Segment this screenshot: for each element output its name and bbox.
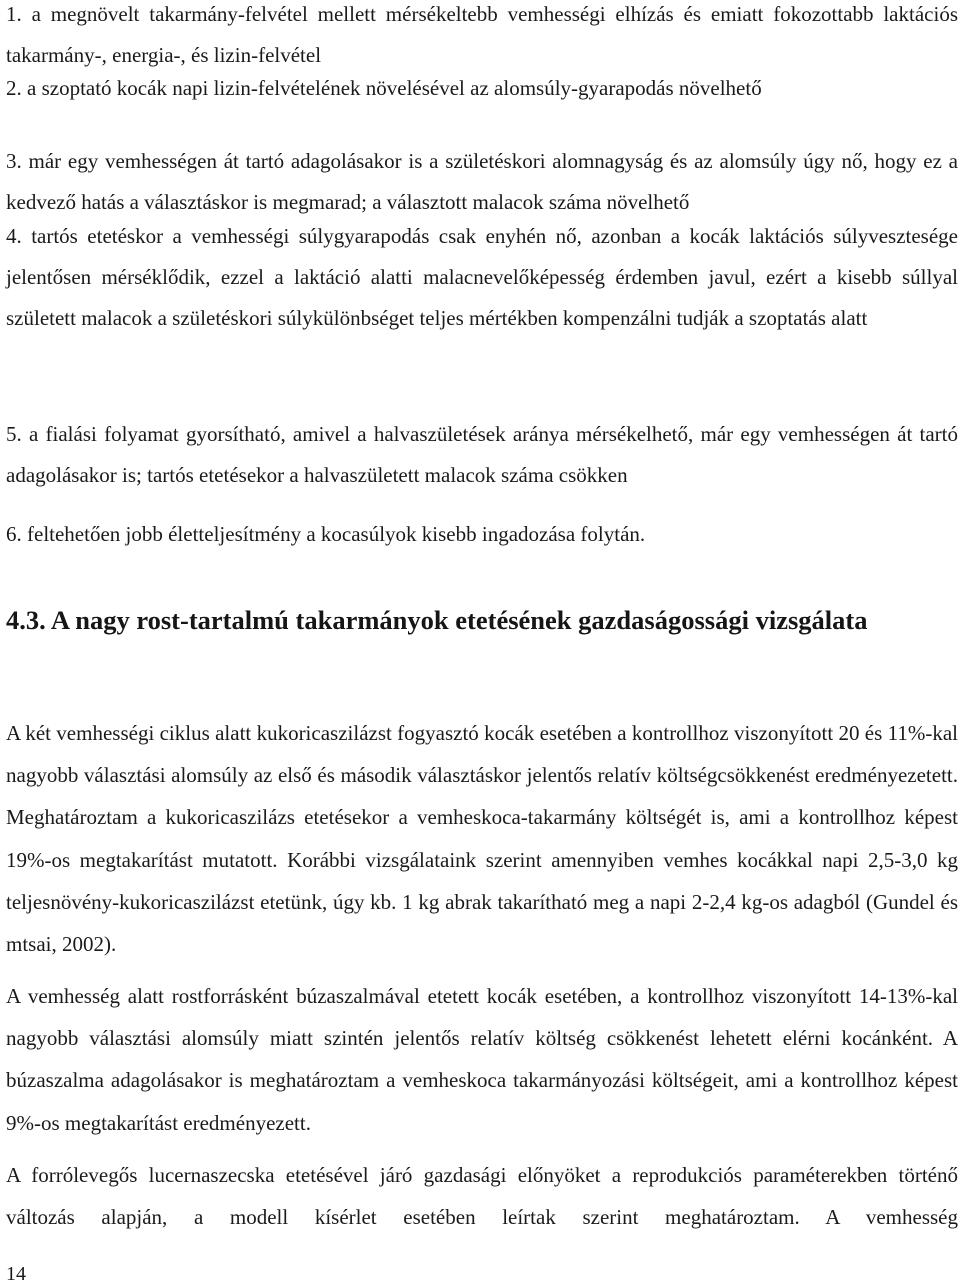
list-item: 3. már egy vemhességen át tartó adagolásakor is a születéskori alomnagyság és az alomsúly úgy nő, hogy ez a kedvező hatás a választáskor is megmarad; a választott malacok száma növelhető xyxy=(6,149,958,214)
body-paragraph: A forrólevegős lucernaszecska etetésével járó gazdasági előnyöket a reprodukciós paraméterekben történő változás alapján, a modell kísérlet esetében leírtak szerint meghatároztam. A vemhesség xyxy=(6,1163,958,1230)
body-paragraph: A két vemhességi ciklus alatt kukoricaszilázst fogyasztó kocák esetében a kontrollhoz viszonyított 20 és 11%-kal nagyobb választási alomsúly az első és második választáskor jelentős relatív költségcsökkenést eredményezetett. Meghatároztam a kukoricaszilázs etetésekor a vemheskoca-takarmány költségét is, ami a kontrollhoz képest 19%-os megtakarítást mutatott. Korábbi vizsgálataink szerint amennyiben vemhes kocákkal napi 2,5-3,0 kg teljesnövény-kukoricaszilázst etetünk, úgy kb. 1 kg abrak takarítható meg a napi 2-2,4 kg-os adagból (Gundel és mtsai, 2002). xyxy=(6,721,958,957)
page-number: 14 xyxy=(6,1263,26,1285)
list-item: 6. feltehetően jobb életteljesítmény a kocasúlyok kisebb ingadozása folytán. xyxy=(6,522,646,546)
body-paragraph: A vemhesség alatt rostforrásként búzaszalmával etetett kocák esetében, a kontrollhoz viszonyított 14-13%-kal nagyobb választási alomsúly miatt szintén jelentős relatív költség csökkenést lehetett elérni kocánként. A búzaszalma adagolásakor is meghatároztam a vemheskoca takarmányozási költségeit, ami a kontrollhoz képest 9%-os megtakarítást eredményezett. xyxy=(6,984,958,1135)
list-item: 5. a fialási folyamat gyorsítható, amivel a halvaszületések aránya mérsékelhető, már egy vemhességen át tartó adagolásakor is; tartós etetésekor a halvaszületett malacok száma csökken xyxy=(6,422,958,487)
list-item: 1. a megnövelt takarmány-felvétel mellett mérsékeltebb vemhességi elhízás és emiatt fokozottabb laktációs takarmány-, energia-, és lizin-felvétel xyxy=(6,2,958,67)
section-heading: 4.3. A nagy rost-tartalmú takarmányok etetésének gazdaságossági vizsgálata xyxy=(6,605,868,635)
list-item: 2. a szoptató kocák napi lizin-felvételének növelésével az alomsúly-gyarapodás növelhető xyxy=(6,76,762,100)
list-item: 4. tartós etetéskor a vemhességi súlygyarapodás csak enyhén nő, azonban a kocák laktációs súlyvesztesége jelentősen mérséklődik, ezzel a laktáció alatti malacnevelőképesség érdemben javul, ezért a kisebb súllyal született malacok a születéskori súlykülönbséget teljes mértékben kompenzálni tudják a szoptatás alatt xyxy=(6,224,958,330)
